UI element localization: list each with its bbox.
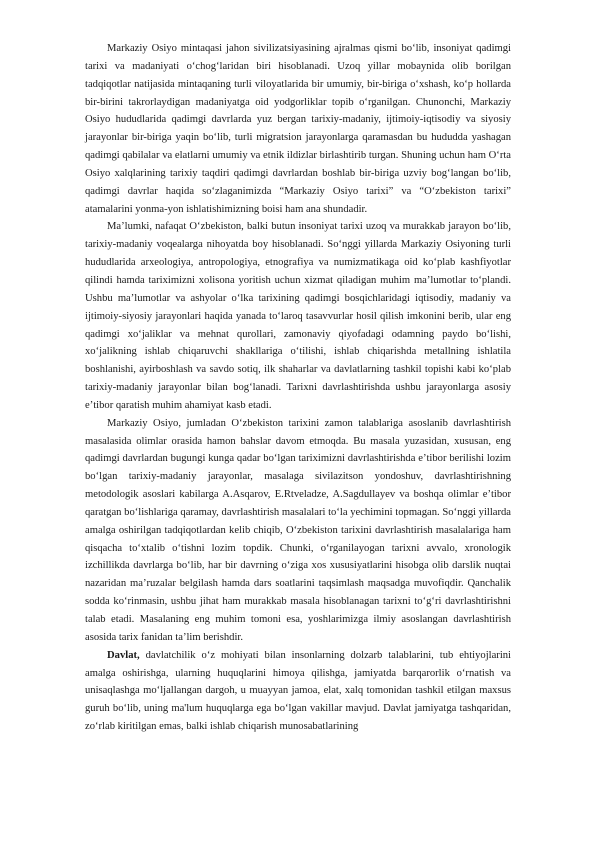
paragraph-2-text: Maʼlumki, nafaqat Oʻzbekiston, balki butun insoniyat tarixi uzoq va murakkab jarayon boʻlib, tarixiy-madaniy voqealarga nihoyatda boy hisoblanadi. Soʻnggi yillarda Markaziy Osiyoning turli hududlarida arxeologiya, antropologiya, etnografiya va numizmatikaga oid koʻplab kashfiyotlar qilindi hamda tariximizni xolisona yoritish uchun xizmat qiladigan muhim maʼlumotlar toʻplandi. Ushbu maʼlumotlar va ashyolar oʻlka tarixining qadimgi bosqichlaridagi iqtisodiy, madaniy va ijtimoiy-siyosiy jarayonlari haqida yanada toʻlaroq tasavvurlar hosil qilish imkonini berib, ular eng qadimgi xoʻjaliklar va mehnat qurollari, zamonaviy qiyofadagi odamning paydo boʻlishi, xoʻjalikning ishlab chiqaruvchi shakllariga oʻtilishi, ishlab chiqarishda metallning ishlatila boshlanishi, ayirboshlash va savdo sotiq, ilk shaharlar va davlatlarning tashkil topishi kabi koʻplab tarixiy-madaniy jarayonlar bilan bogʻlanadi. Tarixni davrlashtirishda ushbu jarayonlarga asosiy eʼtibor qaratish muhim ahamiyat kasb etadi.: [85, 221, 511, 411]
paragraph-4-text: davlatchilik oʻz mohiyati bilan insonlarning dolzarb talablarini, tub ehtiyojlarini amalga oshirishga, ularning huquqlarini himoya qilishga, jamiyatda barqarorlik oʻrnatish va unisaqlashga moʻljallangan dargoh, u muayyan jamoa, elat, xalq tomonidan tashkil etilgan maxsus guruh boʻlib, uning ma'lum huquqlarga ega boʻlgan vakillar mavjud. Davlat jamiyatga tashqaridan, zoʻrlab kiritilgan emas, balki ishlab chiqarish munosabatlarining: [85, 649, 511, 733]
paragraph-2: [85, 218, 511, 414]
paragraph-3: [85, 415, 511, 647]
paragraph-4: [85, 647, 511, 736]
paragraph-4-lead: Davlat,: [107, 649, 140, 661]
paragraph-1: [85, 40, 511, 218]
paragraph-1-text: Markaziy Osiyo mintaqasi jahon sivilizatsiyasining ajralmas qismi boʻlib, insoniyat qadimgi tarixi va madaniyati oʻchogʻlaridan biri hisoblanadi. Uzoq yillar mobaynida olib borilgan tadqiqotlar natijasida mintaqaning turli viloyatlarida bir umumiy, bir-biriga oʻxshash, koʻp hollarda bir-birini takrorlaydigan madaniyatga oid yodgorliklar topib oʻrganilgan. Chunonchi, Markaziy Osiyo hududlarida qadimgi davrlarda yuz bergan tarixiy-madaniy, ijtimoiy-iqtisodiy va siyosiy jarayonlar bir-biriga yaqin boʻlib, turli migratsion jarayonlarga qaramasdan bu hududda yashagan qadimgi qabilalar va elatlarni umumiy va etnik ildizlar birlashtirib turgan. Shuning uchun ham Oʻrta Osiyo xalqlarining tarixiy taqdiri qadimgi davrlardan boshlab bir-biriga uzviy bogʻlangan boʻlib, qadimgi davrlar haqida soʻzlaganimizda “Markaziy Osiyo tarixi” va “Oʻzbekiston tarixi” atamalarini yonma-yon ishlatishimizning boisi ham ana shundadir.: [85, 43, 511, 215]
paragraph-3-text: Markaziy Osiyo, jumladan Oʻzbekiston tarixini zamon talablariga asoslanib davrlashtirish masalasida olimlar orasida hamon bahslar davom etmoqda. Bu masala yuzasidan, xususan, eng qadimgi davrlardan bugungi kunga qadar boʻlgan tariximizni davrlashtirishda eʼtibor berilishi lozim boʻlgan tarixiy-madaniy jarayonlar, masalaga sivilazitson yondoshuv, davrlashtirishning metodologik asoslari kabilarga A.Asqarov, E.Rtveladze, A.Sagdullayev va boshqa olimlar eʼtibor qaratgan boʻlishlariga qaramay, davrlashtirish masalalari toʻla yechimini topmagan. Soʻnggi yillarda amalga oshirilgan tadqiqotlardan kelib chiqib, Oʻzbekiston tarixini davrlashtirish masalalariga ham qisqacha toʻxtalib oʻtishni lozim topdik. Chunki, oʻrganilayogan tarixni avvalo, xronologik izchillikda davrlarga boʻlib, har bir davrning oʻziga xos xususiyatlarini hisobga olib darslik nuqtai nazaridan maʼruzalar belgilash hamda dars soatlarini taqsimlash maqsadga muvofiqdir. Qanchalik sodda koʻrinmasin, ushbu jihat ham murakkab masala hisoblanagan tarixni toʻgʻri davrlashtirishni talab etadi. Masalaning eng muhim tomoni esa, yoshlarimizga ilmiy asoslangan davrlashtirish asosida tarix fanidan taʼlim berishdir.: [85, 417, 511, 643]
document-page: [85, 40, 511, 736]
